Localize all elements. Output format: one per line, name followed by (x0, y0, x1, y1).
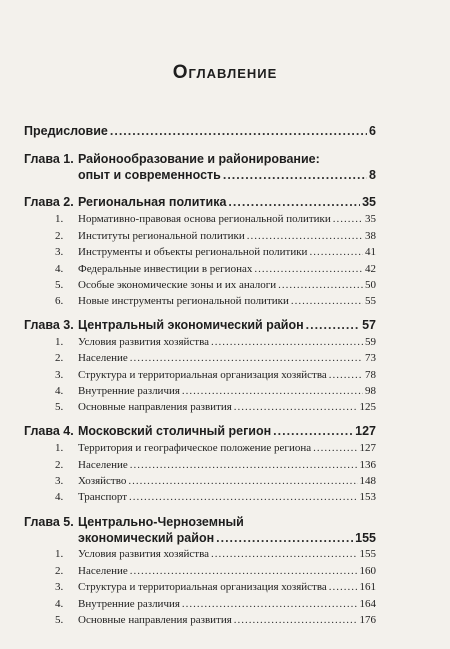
toc-preface-label: Предисловие (24, 124, 108, 138)
toc-section[interactable] (78, 442, 376, 454)
section-page: 41 (365, 246, 376, 258)
section-number: 1. (55, 442, 64, 454)
chapter-title-line: Центрально-Черноземный (78, 515, 244, 529)
section-page: 78 (365, 369, 376, 381)
section-title: Хозяйство (78, 475, 127, 487)
section-number: 2. (55, 459, 64, 471)
section-number: 5. (55, 279, 64, 291)
section-number: 4. (55, 263, 64, 275)
section-page: 38 (365, 230, 376, 242)
section-number: 3. (55, 246, 64, 258)
section-page: 161 (359, 581, 376, 593)
toc-chapter-4-title[interactable] (78, 424, 376, 438)
dot-leader (329, 369, 363, 381)
dot-leader (309, 246, 363, 258)
dot-leader (110, 124, 367, 138)
section-title: Новые инструменты региональной политики (78, 295, 289, 307)
section-title: Структура и территориальная организация хозяйства (78, 581, 327, 593)
chapter-title-line: Районообразование и районирование: (78, 152, 320, 166)
dot-leader (128, 475, 357, 487)
section-title: Население (78, 459, 128, 471)
chapter-page: 35 (362, 195, 376, 209)
chapter-title-line: экономический район (78, 531, 215, 545)
chapter-label: Глава 5. (24, 515, 74, 529)
toc-chapter-2-title[interactable] (78, 195, 376, 209)
dot-leader (182, 598, 358, 610)
toc-chapter-5-lastline[interactable] (78, 531, 376, 545)
section-title: Население (78, 352, 128, 364)
dot-leader (273, 424, 353, 438)
section-title: Инструменты и объекты региональной политики (78, 246, 308, 258)
section-number: 4. (55, 491, 64, 503)
dot-leader (333, 213, 363, 225)
section-page: 160 (359, 565, 376, 577)
section-page: 98 (365, 385, 376, 397)
dot-leader (306, 318, 360, 332)
dot-leader (234, 401, 358, 413)
chapter-page: 57 (362, 318, 376, 332)
chapter-title-line: Региональная политика (78, 195, 227, 209)
toc-section[interactable] (78, 459, 376, 471)
dot-leader (211, 548, 357, 560)
chapter-label: Глава 2. (24, 195, 74, 209)
section-title: Внутренние различия (78, 385, 180, 397)
section-page: 55 (365, 295, 376, 307)
toc-section[interactable] (78, 336, 376, 348)
dot-leader (182, 385, 363, 397)
toc-section[interactable] (78, 279, 376, 291)
toc-section[interactable] (78, 475, 376, 487)
dot-leader (254, 263, 363, 275)
section-number: 3. (55, 369, 64, 381)
toc-section[interactable] (78, 401, 376, 413)
dot-leader (130, 352, 363, 364)
chapter-label: Глава 4. (24, 424, 74, 438)
section-page: 59 (365, 336, 376, 348)
section-page: 153 (359, 491, 376, 503)
toc-section[interactable] (78, 598, 376, 610)
toc-chapter-3-title[interactable] (78, 318, 376, 332)
toc-section[interactable] (78, 213, 376, 225)
dot-leader (234, 614, 358, 626)
toc-section[interactable] (78, 369, 376, 381)
section-number: 2. (55, 230, 64, 242)
page-title: Оглавление (172, 62, 278, 83)
section-number: 4. (55, 385, 64, 397)
section-title: Население (78, 565, 128, 577)
toc-section[interactable] (78, 385, 376, 397)
section-number: 1. (55, 336, 64, 348)
toc-section[interactable] (78, 491, 376, 503)
chapter-page: 155 (355, 531, 376, 545)
toc-section[interactable] (78, 352, 376, 364)
section-title: Территория и географическое положение региона (78, 442, 312, 454)
section-title: Институты региональной политики (78, 230, 245, 242)
chapter-page: 8 (369, 168, 376, 182)
section-page: 164 (359, 598, 376, 610)
toc-section[interactable] (78, 565, 376, 577)
toc-preface-page: 6 (369, 124, 376, 138)
section-number: 1. (55, 548, 64, 560)
toc-section[interactable] (78, 230, 376, 242)
section-title: Условия развития хозяйства (78, 548, 210, 560)
dot-leader (130, 459, 358, 471)
section-title: Особые экономические зоны и их аналоги (78, 279, 277, 291)
section-number: 1. (55, 213, 64, 225)
dot-leader (130, 565, 358, 577)
section-title: Структура и территориальная организация хозяйства (78, 369, 327, 381)
chapter-title-line: опыт и современность (78, 168, 221, 182)
dot-leader (329, 581, 358, 593)
section-page: 125 (359, 401, 376, 413)
section-page: 42 (365, 263, 376, 275)
section-page: 73 (365, 352, 376, 364)
dot-leader (313, 442, 357, 454)
section-number: 3. (55, 475, 64, 487)
section-page: 35 (365, 213, 376, 225)
section-title: Нормативно-правовая основа региональной политики (78, 213, 331, 225)
dot-leader (247, 230, 363, 242)
section-number: 4. (55, 598, 64, 610)
section-number: 2. (55, 565, 64, 577)
toc-section[interactable] (78, 614, 376, 626)
chapter-label: Глава 3. (24, 318, 74, 332)
toc-chapter-1-lastline[interactable] (78, 168, 376, 182)
section-page: 50 (365, 279, 376, 291)
section-number: 2. (55, 352, 64, 364)
section-page: 176 (359, 614, 376, 626)
toc-preface[interactable] (24, 124, 376, 138)
section-page: 136 (359, 459, 376, 471)
section-title: Основные направления развития (78, 614, 232, 626)
toc-section[interactable] (78, 263, 376, 275)
dot-leader (291, 295, 363, 307)
toc-section[interactable] (78, 581, 376, 593)
dot-leader (211, 336, 363, 348)
section-page: 148 (359, 475, 376, 487)
section-page: 127 (359, 442, 376, 454)
dot-leader (129, 491, 357, 503)
toc-section[interactable] (78, 548, 376, 560)
section-title: Основные направления развития (78, 401, 232, 413)
section-number: 5. (55, 614, 64, 626)
dot-leader (223, 168, 367, 182)
dot-leader (216, 531, 353, 545)
dot-leader (278, 279, 363, 291)
section-title: Условия развития хозяйства (78, 336, 210, 348)
section-number: 6. (55, 295, 64, 307)
chapter-title-line: Центральный экономический район (78, 318, 304, 332)
chapter-title-line: Московский столичный регион (78, 424, 272, 438)
section-title: Транспорт (78, 491, 128, 503)
section-page: 155 (359, 548, 376, 560)
section-number: 5. (55, 401, 64, 413)
section-number: 3. (55, 581, 64, 593)
chapter-label: Глава 1. (24, 152, 74, 166)
dot-leader (228, 195, 360, 209)
section-title: Федеральные инвестиции в регионах (78, 263, 253, 275)
toc-section[interactable] (78, 295, 376, 307)
chapter-page: 127 (355, 424, 376, 438)
section-title: Внутренние различия (78, 598, 180, 610)
toc-section[interactable] (78, 246, 376, 258)
